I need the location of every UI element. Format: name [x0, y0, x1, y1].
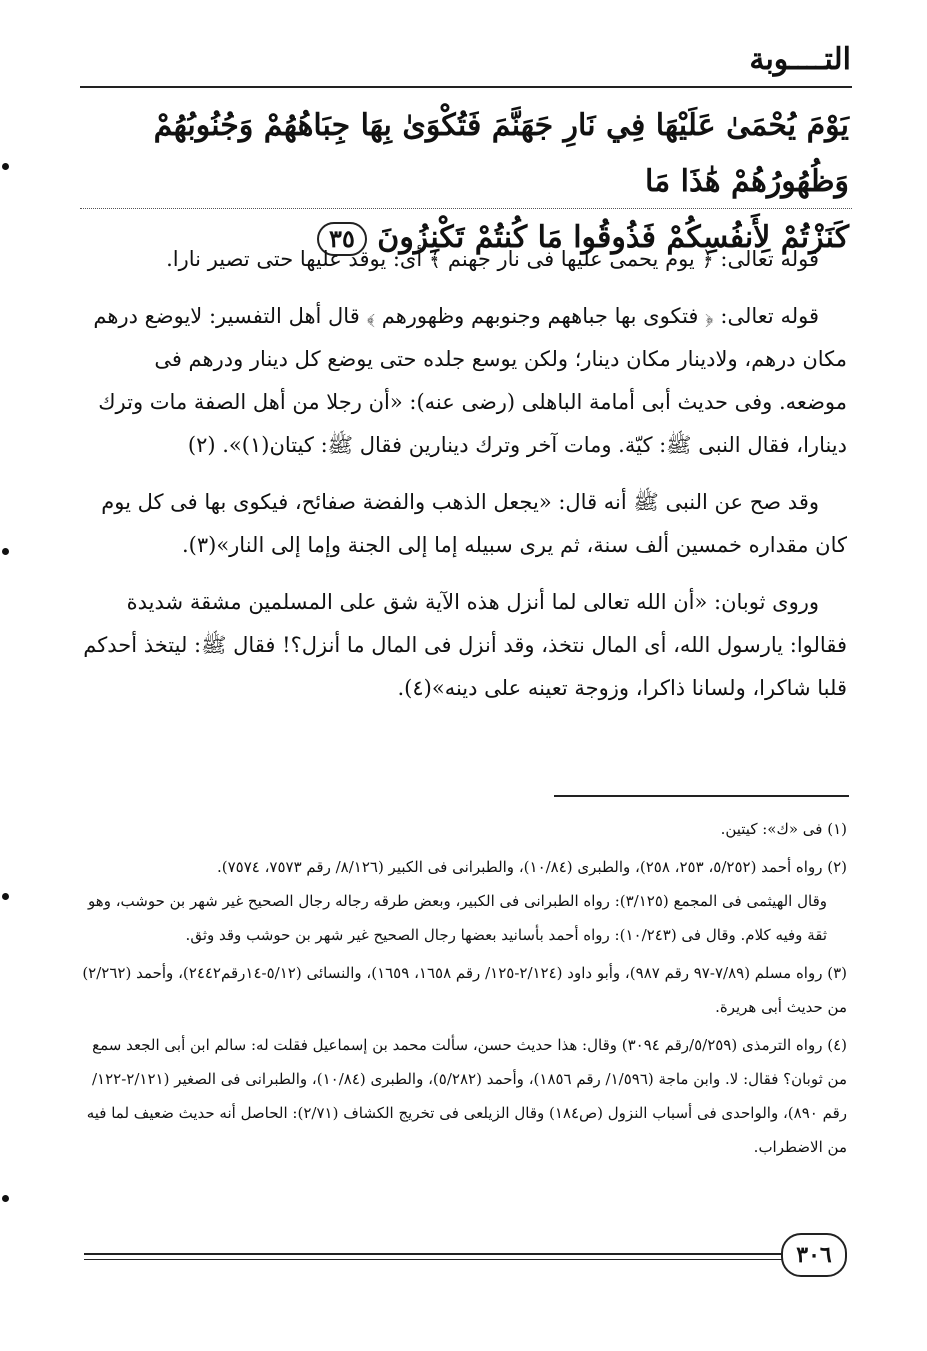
footnote-text: (٢) رواه أحمد (٥/٢٥٢، ٢٥٣، ٢٥٨)، والطبرى (١٠/٨٤)، والطبرانى فى الكبير (٨/١٢٦/ رقم ٧٥٧٣، ٧٥٧٤). — [216, 858, 847, 876]
scan-mark — [2, 1195, 9, 1202]
footer-rule-thin — [84, 1259, 844, 1260]
header-rule — [80, 86, 852, 88]
ayah-number-marker: ٣٥ — [317, 222, 367, 256]
scan-mark — [2, 163, 9, 170]
scan-mark — [2, 548, 9, 555]
page-number: ٣٠٦ — [781, 1233, 847, 1277]
verse-line: يَوْمَ يُحْمَىٰ عَلَيْهَا فِي نَارِ جَهَنَّمَ فَتُكْوَىٰ بِهَا جِبَاهُهُمْ وَجُنُوبُهُمْ وَظُهُورُهُمْ هَٰذَا مَا — [153, 108, 849, 199]
footnotes — [80, 812, 847, 1168]
paragraph: قوله تعالى: ﴿ يوم يحمى عليها فى نار جهنم ﴾ أى: يوقد عليها حتى تصير نارا. — [166, 247, 819, 271]
running-header-title: التــــوبة — [749, 42, 851, 77]
scan-mark — [2, 893, 9, 900]
footnote: (٣) رواه مسلم (٧/٨٩-٩٧ رقم ٩٨٧)، وأبو داود (٢/١٢٤-١٢٥/ رقم ١٦٥٨، ١٦٥٩)، والنسائى (٥/١٢-١٤رقم٢٤٤٢)، وأحمد (٢/٢٦٢) من حديث أبى هريرة. — [82, 964, 847, 1016]
footnote: (١) فى «ك»: كيتين. — [720, 820, 847, 838]
footnote — [80, 850, 847, 952]
footer-rule — [84, 1253, 844, 1255]
paragraph: وقد صح عن النبى ﷺ أنه قال: «يجعل الذهب والفضة صفائح، فيكوى بها فى كل يوم كان مقداره خمسين ألف سنة، ثم يرى سبيله إما إلى الجنة وإما إلى النار»(٣). — [101, 490, 847, 557]
paragraph: قوله تعالى: ﴿ فتكوى بها جباههم وجنوبهم وظهورهم ﴾ قال أهل التفسير: لايوضع درهم مكان درهم، ولادينار مكان دينار؛ ولكن يوسع جلده حتى يوضع كل دينار ودرهم فى موضعه. وفى حديث أبى أمامة الباهلى (رضى عنه): «أن رجلا من أهل الصفة مات وترك دينارا، فقال النبى ﷺ: كيّة. ومات آخر وترك دينارين فقال ﷺ: كيتان(١)». (٢) — [93, 304, 847, 457]
verse-divider — [80, 208, 852, 209]
footnote-separator — [554, 795, 849, 797]
footnote: (٤) رواه الترمذى (٥/٢٥٩/رقم ٣٠٩٤) وقال: هذا حديث حسن، سألت محمد بن إسماعيل فقلت له: سالم ابن أبى الجعد سمع من ثوبان؟ فقال: لا. وابن ماجة (١/٥٩٦/ رقم ١٨٥٦)، وأحمد (٥/٢٨٢)، والطبرى (١٠/٨٤)، والطبرانى فى الصغير (٢/١٢١-١٢٢/ رقم ٨٩٠)، والواحدى فى أسباب النزول (ص١٨٤) وقال الزيلعى فى تخريج الكشاف (٢/٧١): الحاصل أنه حديث ضعيف لما فيه من الاضطراب. — [86, 1036, 847, 1156]
paragraph: وروى ثوبان: «أن الله تعالى لما أنزل هذه الآية شق على المسلمين مشقة شديدة فقالوا: يارسول الله، أى المال نتخذ، وقد أنزل فى المال ما أنزل؟! فقال ﷺ: ليتخذ أحدكم قلبا شاكرا، ولسانا ذاكرا، وزوجة تعينه على دينه»(٤). — [83, 590, 847, 700]
footnote-continuation: وقال الهيثمى فى المجمع (٣/١٢٥): رواه الطبرانى فى الكبير، وبعض طرقه رجاله رجال الصحيح غير شهر بن حوشب، وهو ثقة وفيه كلام. وقال فى (١٠/٢٤٣): رواه أحمد بأسانيد بعضها رجال الصحيح غير شهر بن حوشب وقد وثق. — [88, 892, 827, 944]
verse-line-text: كَنَزْتُمْ لِأَنفُسِكُمْ فَذُوقُوا مَا كُنتُمْ تَكْنِزُونَ — [377, 220, 849, 255]
commentary-body — [80, 238, 847, 720]
